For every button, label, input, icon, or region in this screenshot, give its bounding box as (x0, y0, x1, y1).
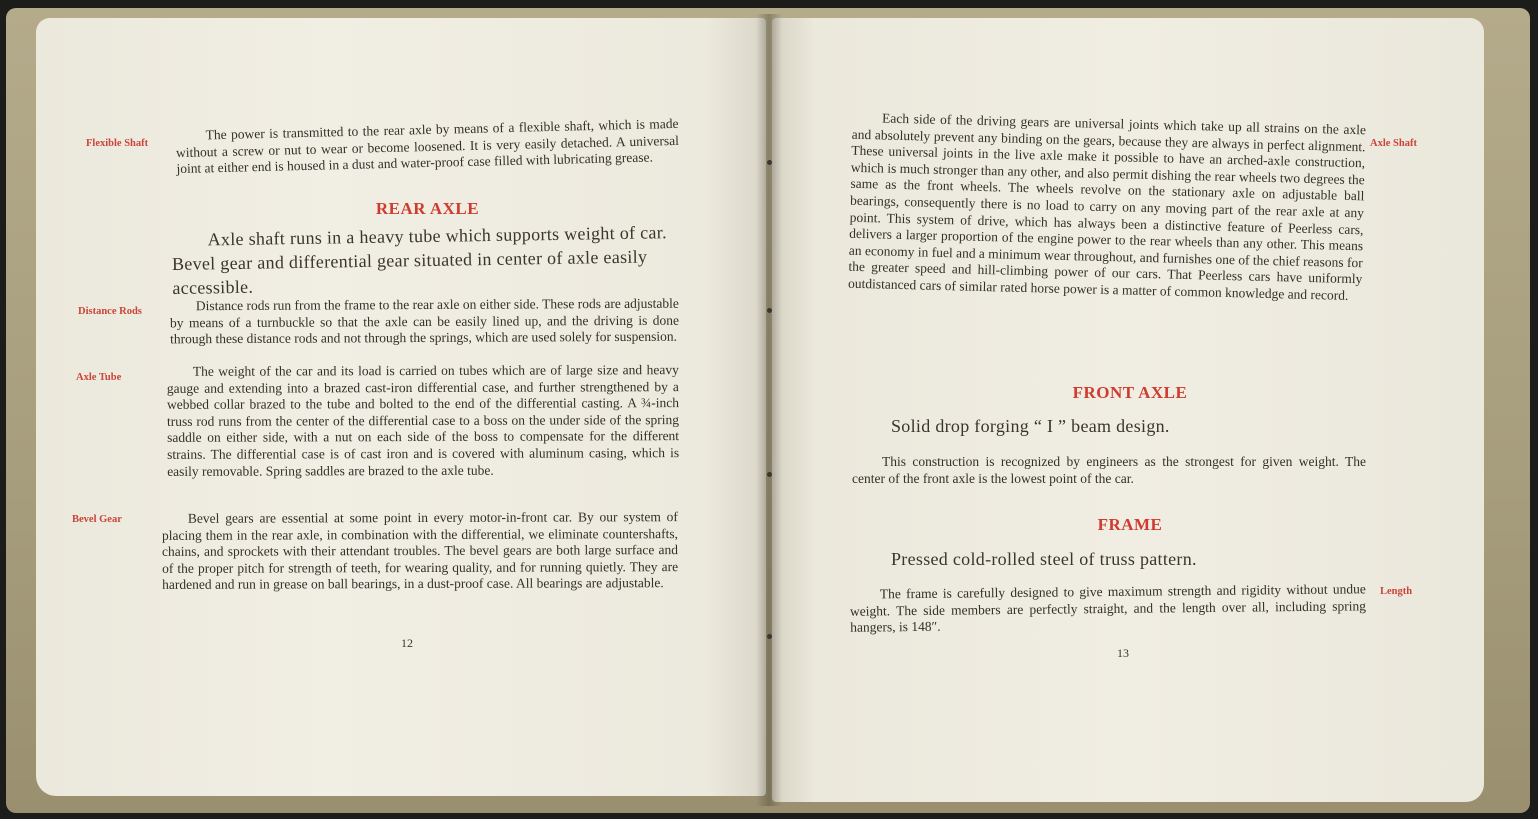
margin-note-axle-tube: Axle Tube (76, 372, 122, 383)
binding-stitch (767, 472, 772, 477)
axle-shaft-section (848, 110, 1366, 305)
left-page (36, 18, 766, 796)
rear-axle-lead-block (171, 220, 680, 300)
frame-paragraph: The frame is carefully designed to give maximum strength and rigidity without undue weight. The side members are perfectly straight, and the length over all, including spring hangers, is 148″. (849, 581, 1367, 635)
axle-tube-paragraph: The weight of the car and its load is carried on tubes which are of large size and heavy gauge and extending into a brazed cast-iron differential case, and further strengthened by a webbed collar brazed to the tube and bolted to the end of the differential casting. A ¾-inch truss rod runs from the center of the differential case to a boss on the under side of the spring saddle on either side, with a nut on each side of the boss to compensate for the different strains. The differential case is of cast iron and is covered with aluminum casing, which is easily removable. Spring saddles are brazed to the axle tube. (166, 362, 680, 479)
flexible-shaft-paragraph: The power is transmitted to the rear axle by means of a flexible shaft, which is made without a screw or nut to wear or become loosened. It is very easily detached. A universal joint at either end is housed in a dust and water-proof case filled with lubricating grease. (175, 115, 680, 177)
right-page (772, 18, 1484, 802)
rear-axle-lead: Axle shaft runs in a heavy tube which supports weight of car. Bevel gear and differential gear situated in center of axle easily accessible. (171, 222, 667, 298)
front-axle-section (852, 454, 1366, 487)
margin-note-bevel-gear: Bevel Gear (72, 514, 122, 525)
binding-stitch (767, 308, 772, 313)
axle-shaft-paragraph: Each side of the driving gears are universal joints which take up all strains on the axle and absolutely prevent any binding on the gears, because they are always in perfect alignment. These universal joints in the live axle make it possible to have an arched-axle construction, which is much stronger than any other, and also permit dishing the rear wheels two degrees the same as the front wheels. The wheels revolve on the stationary axle on adjustable ball bearings, consequently there is no load to carry on any moving part of the rear axle at any point. This system of drive, which has always been a distinctive feature of Peerless cars, delivers a larger proportion of the engine power to the rear wheels than any other. This means an economy in fuel and a minimum wear throughout, and furnishes one of the chief reasons for the greater speed and hill-climbing power of our cars. That Peerless cars have uniformly outdistanced cars of similar rated horse power is a matter of common knowledge and record. (847, 110, 1367, 303)
rear-axle-heading: REAR AXLE (375, 199, 480, 218)
frame-heading: FRAME (1097, 515, 1163, 534)
binding-stitch (767, 634, 772, 639)
book-gutter (756, 14, 782, 806)
margin-note-flexible-shaft: Flexible Shaft (86, 138, 149, 149)
bevel-gear-section (162, 509, 678, 594)
frame-section (850, 581, 1366, 636)
page-number-left: 12 (401, 636, 413, 650)
distance-rods-section (170, 296, 679, 348)
front-axle-heading: FRONT AXLE (1072, 383, 1188, 402)
frame-lead: Pressed cold-rolled steel of truss pattern. (891, 549, 1197, 569)
distance-rods-paragraph: Distance rods run from the frame to the rear axle on either side. These rods are adjustable by means of a turnbuckle so that the axle can be easily lined up, and the driving is done through these distance rods and not through the springs, which are used solely for suspension. (169, 295, 680, 347)
margin-note-length: Length (1380, 586, 1413, 597)
binding-stitch (767, 160, 772, 165)
margin-note-distance-rods: Distance Rods (78, 306, 142, 317)
bevel-gear-paragraph: Bevel gears are essential at some point in every motor-in-front car. By our system of placing them in the rear axle, in combination with the differential, we eliminate countershafts, chains, and sprockets with their attendant troubles. The bevel gears are both large surface and of the proper pitch for strength of teeth, for wearing quality, and for running quietly. They are hardened and run in grease on ball bearings, in a dust-proof case. All bearings are adjustable. (161, 509, 679, 593)
front-axle-lead: Solid drop forging “ I ” beam design. (891, 416, 1170, 436)
page-number-right: 13 (1117, 646, 1129, 660)
axle-tube-section (167, 362, 679, 480)
front-axle-paragraph: This construction is recognized by engineers as the strongest for given weight. The center of the front axle is the lowest point of the car. (852, 454, 1366, 486)
flexible-shaft-section (175, 116, 679, 178)
margin-note-axle-shaft: Axle Shaft (1370, 138, 1417, 149)
